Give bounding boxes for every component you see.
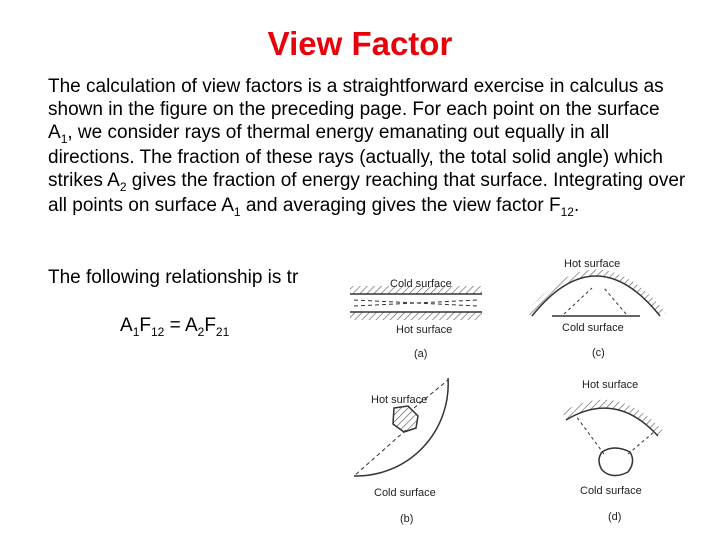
ray-c2 [604, 288, 626, 314]
cold-body-d [599, 448, 633, 476]
ray-b1 [354, 430, 406, 476]
panel-a-bottom-label: Hot surface [396, 324, 453, 336]
panel-c-bottom-label: Cold surface [562, 322, 624, 334]
para-text-3: gives the fraction of energy reaching that surface. Integrating over all points on surface A [48, 170, 686, 216]
panel-d [562, 379, 664, 523]
para-text-5: . [573, 195, 580, 216]
hatch-a-bottom [350, 312, 482, 320]
subscript: 21 [215, 325, 230, 339]
reciprocity-equation [120, 314, 229, 339]
relationship-text: The following relationship is tr [48, 267, 299, 288]
panel-d-top-label: Hot surface [582, 379, 639, 391]
panel-d-caption: (d) [608, 511, 622, 523]
eq-f12: F [139, 315, 151, 336]
panel-b-top-label: Hot surface [371, 394, 428, 406]
page-title: View Factor [267, 25, 453, 62]
panel-a-top-label: Cold surface [390, 278, 452, 290]
panel-a-caption: (a) [414, 348, 428, 360]
subscript: 2 [197, 325, 205, 339]
subscript: 12 [560, 205, 574, 219]
figure-svg [314, 240, 680, 540]
para-text-1: The calculation of view factors is a straightforward exercise in calculus as shown in the figure on the preceding page. For each point on the surface A [48, 76, 664, 143]
panel-b-caption: (b) [400, 513, 414, 525]
panel-d-bottom-label: Cold surface [580, 485, 642, 497]
hot-body-b [393, 406, 418, 432]
subscript: 12 [150, 325, 165, 339]
subscript: 1 [233, 205, 241, 219]
panel-c-top-label: Hot surface [564, 258, 621, 270]
eq-a1: A [120, 315, 133, 336]
body-paragraph [48, 75, 688, 219]
view-factor-figure [314, 240, 680, 540]
para-text-4: and averaging gives the view factor F [240, 195, 561, 216]
eq-f21: F [204, 315, 216, 336]
para-text-2: , we consider rays of thermal energy emanating out equally in all directions. The fraction of these rays (actually, the total solid angle) which strikes A [48, 122, 663, 191]
panel-a [350, 278, 482, 360]
ray-d2 [628, 432, 654, 454]
subscript: 2 [119, 180, 127, 194]
panel-c-caption: (c) [592, 347, 605, 359]
panel-b-bottom-label: Cold surface [374, 487, 436, 499]
hot-dome-c [532, 276, 660, 316]
panel-c [526, 258, 666, 359]
subscript: 1 [132, 325, 140, 339]
ray-c1 [564, 288, 592, 314]
eq-equals-a2: = A [164, 315, 198, 336]
subscript: 1 [60, 132, 68, 146]
panel-b [354, 378, 448, 525]
ray-d1 [576, 416, 604, 454]
